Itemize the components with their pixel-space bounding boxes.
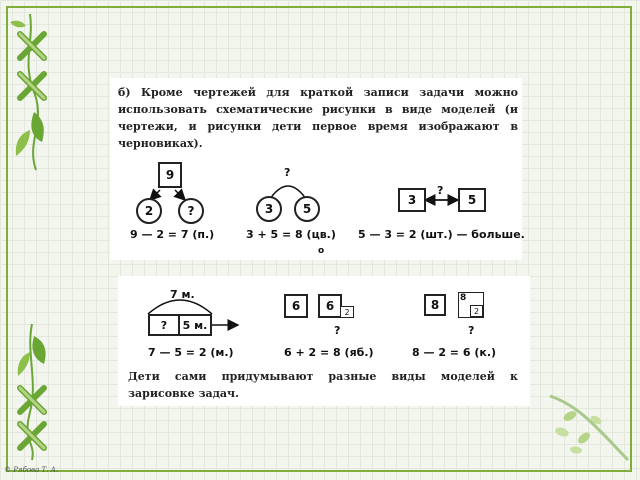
add-second-box: 6 — [318, 294, 342, 318]
add-question: ? — [334, 324, 341, 337]
segment-unknown-part: ? — [148, 314, 180, 336]
compare-equation: 5 — 3 = 2 (шт.) — больше. — [358, 228, 525, 241]
vine-decoration-top — [4, 12, 60, 172]
leaf-sprig-decoration — [540, 376, 636, 466]
sub-small-box: 2 — [470, 305, 483, 317]
copyright-text: © Рябова Т. А. — [4, 466, 59, 474]
outro-paragraph: Дети сами придумывают разные виды моделей к зарисовке задач. — [128, 370, 518, 400]
compare-right-box: 5 — [458, 188, 486, 212]
arc-question: ? — [284, 166, 291, 179]
arc-left-circle: 3 — [256, 196, 282, 222]
arc-right-circle: 5 — [294, 196, 320, 222]
tree-right-circle: ? — [178, 198, 204, 224]
sub-first-box: 8 — [424, 294, 446, 316]
intro-paragraph: б) Кроме чертежей для краткой записи задачи можно использовать схематические рисунки в виде моделей (и чертежи, и рисунки дети первое время изображают в черновиках). — [118, 86, 518, 150]
segment-known-part: 5 м. — [178, 314, 212, 336]
arc-equation: 3 + 5 = 8 (цв.) — [246, 228, 336, 241]
compare-question: ? — [437, 184, 444, 197]
sub-question: ? — [468, 324, 475, 337]
add-small-box: 2 — [340, 306, 354, 318]
vine-decoration-bottom — [4, 322, 60, 462]
compare-left-box: 3 — [398, 188, 426, 212]
sub-second-box-label: 8 — [460, 293, 467, 303]
stray-mark: о — [318, 246, 325, 256]
add-equation: 6 + 2 = 8 (яб.) — [284, 346, 374, 359]
tree-top-box: 9 — [158, 162, 182, 188]
sub-equation: 8 — 2 = 6 (к.) — [412, 346, 497, 359]
segment-total-label: 7 м. — [170, 288, 195, 301]
tree-left-circle: 2 — [136, 198, 162, 224]
segment-equation: 7 — 5 = 2 (м.) — [148, 346, 234, 359]
add-first-box: 6 — [284, 294, 308, 318]
tree-equation: 9 — 2 = 7 (п.) — [130, 228, 215, 241]
